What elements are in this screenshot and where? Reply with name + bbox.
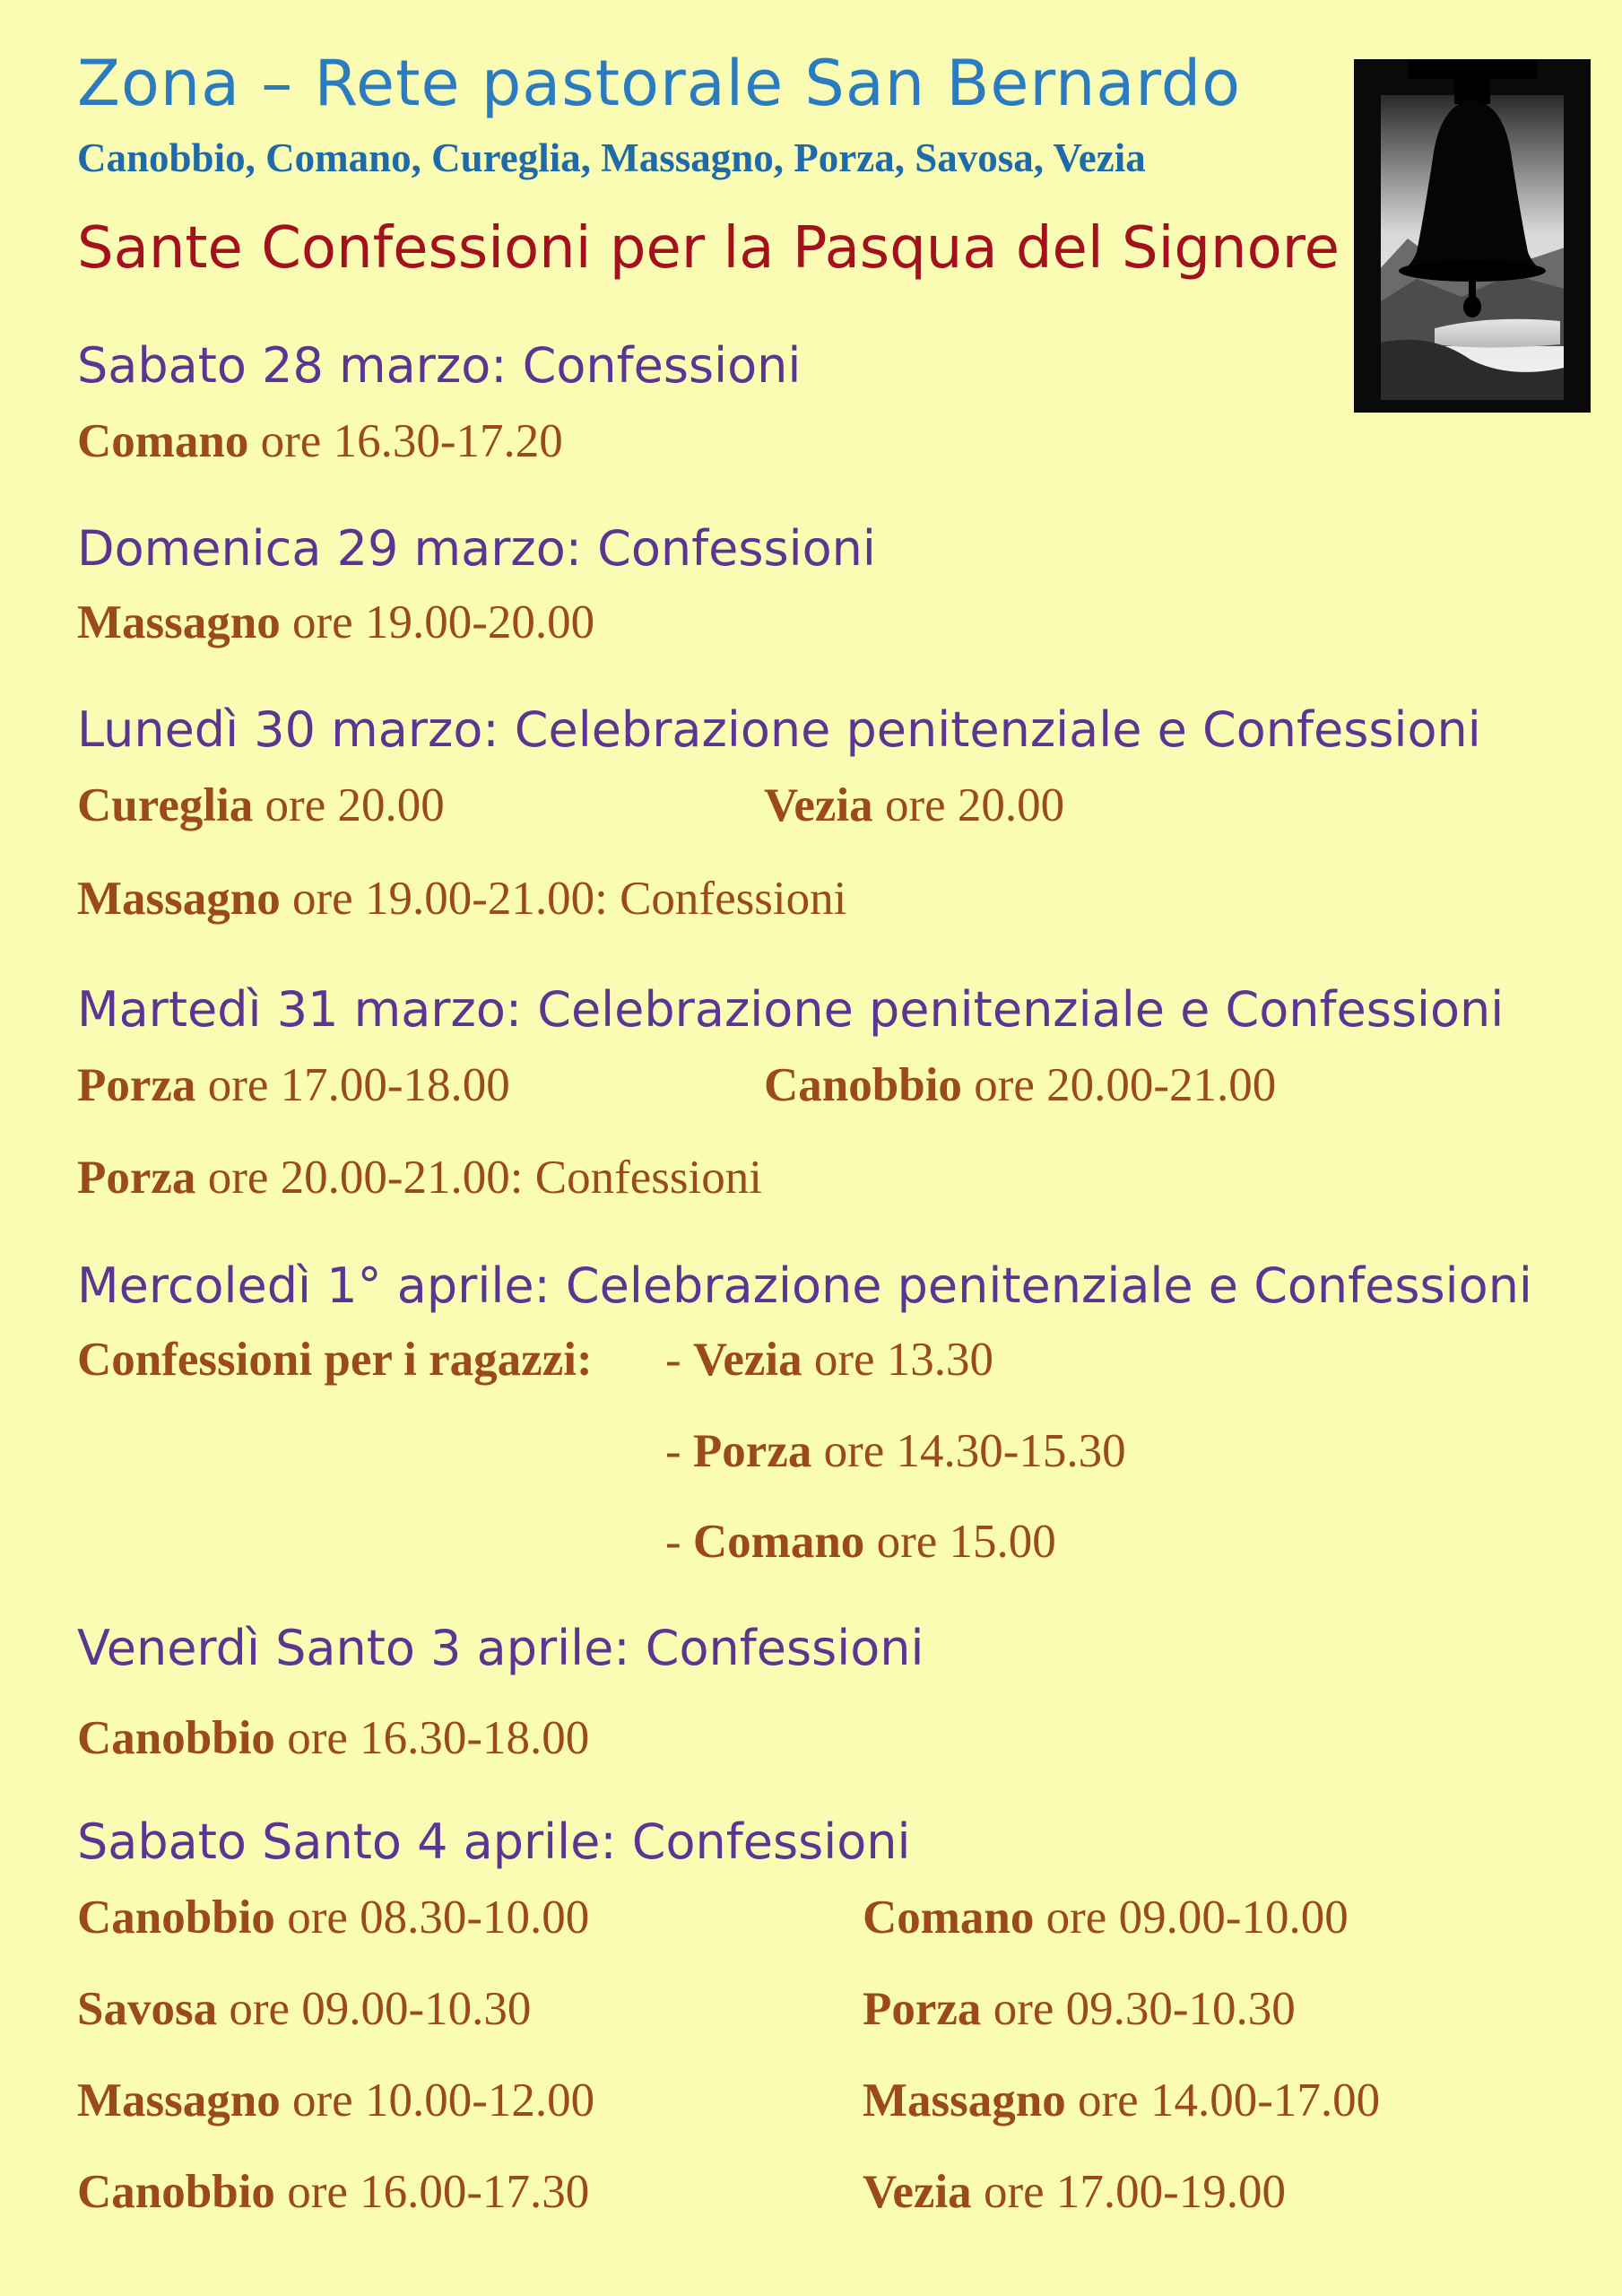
places-subtitle: Canobbio, Comano, Cureglia, Massagno, Porza, Savosa, Vezia	[77, 135, 1146, 180]
day-heading-venerdi-3: Venerdì Santo 3 aprile: Confessioni	[77, 1620, 924, 1676]
entry-dash: -	[665, 1516, 693, 1568]
entry-time: ore 14.00-17.00	[1065, 2074, 1381, 2126]
ragazzi-label	[77, 1333, 593, 1387]
entry-canobbio-4-b	[77, 2165, 589, 2219]
entry-place: Massagno	[77, 596, 281, 648]
day-heading-lunedi-30: Lunedì 30 marzo: Celebrazione penitenziale e Confessioni	[77, 701, 1481, 758]
entry-place: Canobbio	[77, 2166, 275, 2218]
bell-photo-illustration	[1354, 59, 1591, 413]
bell-photo	[1354, 59, 1591, 413]
entry-time: ore 16.00-17.30	[274, 2166, 590, 2218]
entry-massagno-29	[77, 596, 594, 649]
entry-comano-4	[863, 1891, 1349, 1944]
entry-porza-4	[863, 1982, 1296, 2036]
entry-time: ore 09.00-10.00	[1034, 1892, 1349, 1944]
entry-time: ore 17.00-19.00	[971, 2166, 1287, 2218]
entry-porza-31	[77, 1058, 510, 1112]
entry-time: ore 16.30-18.00	[274, 1712, 590, 1764]
entry-place: Vezia	[764, 779, 873, 831]
entry-dash: -	[665, 1334, 693, 1386]
entry-place: Comano	[77, 415, 249, 467]
ragazzi-label-text: Confessioni per i ragazzi:	[77, 1334, 593, 1386]
entry-time: ore 08.30-10.00	[274, 1892, 590, 1944]
entry-time: ore 09.00-10.30	[217, 1983, 532, 2035]
zona-title: Zona – Rete pastorale San Bernardo	[77, 47, 1242, 120]
entry-time: ore 20.00-21.00: Confessioni	[195, 1152, 762, 1204]
entry-place: Cureglia	[77, 779, 254, 831]
entry-time: ore 20.00	[872, 779, 1065, 831]
entry-place: Porza	[863, 1983, 982, 2035]
entry-place: Canobbio	[764, 1059, 962, 1111]
entry-time: ore 19.00-21.00: Confessioni	[280, 873, 847, 925]
entry-time: ore 10.00-12.00	[280, 2074, 595, 2126]
day-heading-sabato-28: Sabato 28 marzo: Confessioni	[77, 337, 802, 394]
entry-time: ore 20.00	[253, 779, 445, 831]
entry-place: Porza	[77, 1059, 196, 1111]
entry-time: ore 14.30-15.30	[811, 1425, 1126, 1477]
entry-time: ore 13.30	[802, 1334, 994, 1386]
entry-place: Porza	[692, 1425, 812, 1477]
entry-cureglia-30	[77, 778, 445, 832]
entry-massagno-4-b	[863, 2074, 1380, 2127]
entry-place: Comano	[692, 1516, 865, 1568]
entry-dash: -	[665, 1425, 693, 1477]
entry-savosa-4	[77, 1982, 531, 2036]
entry-time: ore 20.00-21.00	[961, 1059, 1277, 1111]
entry-massagno-30	[77, 872, 846, 926]
entry-canobbio-4-a	[77, 1891, 589, 1944]
entry-place: Savosa	[77, 1983, 218, 2035]
entry-vezia-1	[665, 1333, 993, 1387]
entry-canobbio-31	[764, 1058, 1276, 1112]
day-heading-mercoledi-1: Mercoledì 1° aprile: Celebrazione penitenziale e Confessioni	[77, 1257, 1532, 1314]
entry-place: Massagno	[863, 2074, 1066, 2126]
day-heading-domenica-29: Domenica 29 marzo: Confessioni	[77, 520, 876, 577]
entry-time: ore 15.00	[864, 1516, 1056, 1568]
entry-place: Massagno	[77, 2074, 281, 2126]
entry-massagno-4-a	[77, 2074, 594, 2127]
entry-vezia-30	[764, 778, 1064, 832]
entry-place: Comano	[863, 1892, 1035, 1944]
entry-porza-1	[665, 1424, 1126, 1478]
entry-time: ore 19.00-20.00	[280, 596, 595, 648]
entry-place: Canobbio	[77, 1712, 275, 1764]
entry-canobbio-3	[77, 1711, 589, 1765]
entry-place: Massagno	[77, 873, 281, 925]
entry-place: Porza	[77, 1152, 196, 1204]
entry-place: Vezia	[692, 1334, 802, 1386]
entry-comano-28	[77, 414, 563, 468]
entry-time: ore 17.00-18.00	[195, 1059, 510, 1111]
entry-vezia-4	[863, 2165, 1286, 2219]
entry-place: Vezia	[863, 2166, 972, 2218]
main-title: Sante Confessioni per la Pasqua del Signore	[77, 215, 1340, 282]
entry-place: Canobbio	[77, 1892, 275, 1944]
day-heading-sabato-4: Sabato Santo 4 aprile: Confessioni	[77, 1813, 911, 1870]
day-heading-martedi-31: Martedì 31 marzo: Celebrazione penitenziale e Confessioni	[77, 981, 1505, 1038]
entry-time: ore 09.30-10.30	[981, 1983, 1296, 2035]
entry-comano-1	[665, 1515, 1056, 1569]
entry-porza-31-confessioni	[77, 1151, 762, 1205]
entry-time: ore 16.30-17.20	[248, 415, 563, 467]
